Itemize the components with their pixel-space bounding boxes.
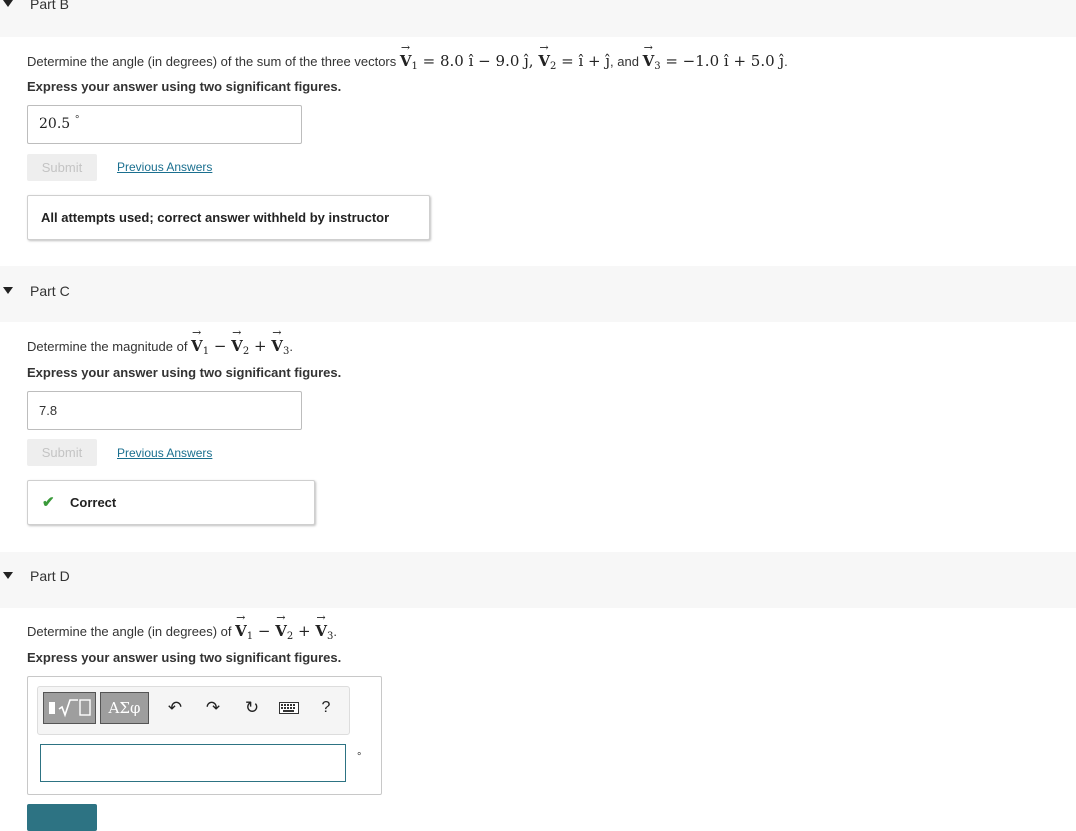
part-c-answer-field[interactable] (27, 391, 302, 430)
undo-icon[interactable]: ↶ (167, 698, 183, 717)
keyboard-icon (279, 702, 299, 714)
degree-unit: ° (75, 114, 80, 126)
part-c-instruction: Express your answer using two significant figures. (27, 365, 342, 380)
part-b-instruction: Express your answer using two significant figures. (27, 79, 342, 94)
part-d-answer-editor (27, 676, 382, 795)
collapse-triangle-icon[interactable] (3, 0, 13, 7)
part-b-feedback (27, 195, 430, 240)
collapse-triangle-icon[interactable] (3, 572, 13, 579)
part-d-title: Part D (30, 568, 70, 584)
reset-icon[interactable]: ↻ (244, 698, 260, 717)
part-d-instruction: Express your answer using two significant figures. (27, 650, 342, 665)
part-d-header[interactable] (0, 552, 1076, 608)
collapse-triangle-icon[interactable] (3, 287, 13, 294)
check-icon: ✔ (42, 494, 55, 511)
part-d-answer-input[interactable] (40, 744, 346, 782)
math-toolbar (37, 686, 350, 735)
symbols-button[interactable] (100, 692, 149, 724)
part-d-question: Determine the angle (in degrees) of → $V_1$ − → $V_2$ + → $V_3$. (27, 622, 337, 642)
part-b-header[interactable] (0, 0, 1076, 37)
part-c-question: Determine the magnitude of → $V_1$ − → $V_2$ + → $V_3$. (27, 337, 293, 357)
part-b-title: Part B (30, 0, 69, 12)
part-c-previous-answers-link[interactable]: Previous Answers (117, 446, 213, 460)
help-icon[interactable]: ? (321, 699, 331, 716)
part-c-title: Part C (30, 283, 70, 299)
degree-unit: ° (357, 751, 362, 763)
part-d-request-answer-link[interactable] (117, 811, 187, 815)
part-b-answer-field[interactable] (27, 105, 302, 144)
templates-icon (47, 696, 93, 720)
part-b-submit-button[interactable]: Submit (27, 154, 97, 181)
part-b-previous-answers-link[interactable]: Previous Answers (117, 160, 213, 174)
part-c-feedback (27, 480, 315, 525)
part-c-answer-value: 7.8 (39, 403, 58, 418)
part-c-header[interactable] (0, 266, 1076, 322)
part-b-answer-value: 20.5 (39, 116, 71, 132)
redo-icon[interactable]: ↷ (205, 698, 221, 717)
part-b-feedback-text: All attempts used; correct answer withheld by instructor (41, 210, 390, 225)
symbols-label: ΑΣφ (108, 699, 141, 717)
part-b-question: Determine the angle (in degrees) of the sum of the three vectors → $V_1 = 8.0$ î − 9.0 ĵ, → $V_2$ = î + ĵ, and → $V_3 = -1.0$ î + 5.0 ĵ. (27, 52, 788, 72)
part-c-feedback-text: Correct (70, 495, 117, 510)
part-c-submit-button[interactable]: Submit (27, 439, 97, 466)
part-d-submit-button[interactable] (27, 804, 97, 831)
keyboard-button[interactable] (276, 695, 302, 721)
templates-button[interactable] (43, 692, 96, 724)
